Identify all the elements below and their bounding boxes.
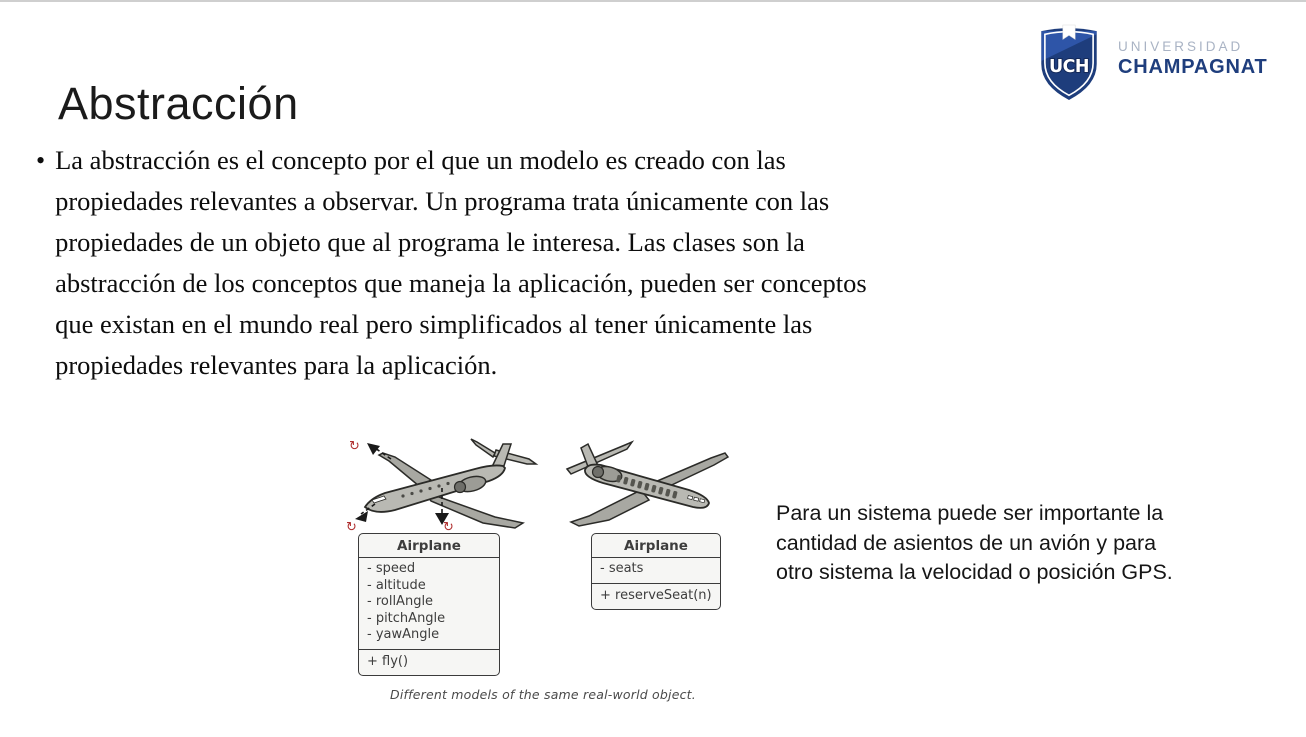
uml-attributes [359, 558, 499, 650]
bullet-marker: • [36, 146, 46, 175]
uml-attribute: - speed [367, 561, 416, 576]
logo-universidad: UNIVERSIDAD [1118, 39, 1244, 54]
uml-attribute: - seats [600, 561, 644, 576]
side-text [776, 499, 1173, 588]
university-logo [1033, 24, 1267, 102]
slide-top-border [0, 0, 1306, 2]
bullet-line: La abstracción es el concepto por el que un modelo es creado con las [55, 145, 786, 175]
bullet-line: abstracción de los conceptos que maneja la aplicación, pueden ser conceptos [55, 268, 867, 298]
uml-method: + fly() [367, 653, 409, 669]
shield-text: UCH [1048, 57, 1090, 78]
figure-caption: Different models of the same real-world object. [390, 687, 696, 702]
uml-class-name: Airplane [359, 534, 499, 558]
roll-rotation-icon: ↻ [349, 439, 360, 454]
bullet-line: propiedades relevantes para la aplicación. [55, 350, 498, 380]
bullet-line: propiedades de un objeto que al programa le interesa. Las clases son la [55, 227, 805, 257]
airplane-seats-illustration [557, 432, 729, 532]
bullet-line: que existan en el mundo real pero simplificados al tener únicamente las [55, 309, 813, 339]
abstraction-figure [345, 430, 741, 715]
logo-champagnat: CHAMPAGNAT [1118, 56, 1268, 78]
airplane-axes-illustration [345, 430, 545, 532]
slide-title: Abstracción [58, 78, 299, 130]
uml-methods [359, 650, 499, 676]
yaw-rotation-icon: ↻ [443, 520, 454, 532]
uml-class-name: Airplane [592, 534, 720, 558]
uml-attribute: - altitude [367, 577, 426, 593]
uml-class-airplane-full [358, 533, 500, 676]
uml-attribute: - yawAngle [367, 627, 440, 642]
pitch-rotation-icon: ↻ [346, 520, 357, 532]
uml-attribute: - pitchAngle [367, 610, 446, 626]
side-text-line: cantidad de asientos de un avión y para [776, 530, 1157, 555]
uml-method: + reserveSeat(n) [600, 587, 712, 603]
side-text-line: Para un sistema puede ser importante la [776, 501, 1164, 525]
side-text-line: otro sistema la velocidad o posición GPS. [776, 560, 1173, 584]
uml-attribute: - rollAngle [367, 594, 434, 609]
uml-attributes [592, 558, 720, 584]
bullet-line: propiedades relevantes a observar. Un programa trata únicamente con las [55, 186, 830, 216]
logo-text [1118, 39, 1267, 79]
uch-shield-icon [1033, 24, 1105, 102]
uml-class-airplane-seats [591, 533, 721, 610]
bullet-text [55, 140, 867, 386]
uml-methods [592, 584, 720, 610]
bullet-paragraph [36, 140, 1156, 386]
